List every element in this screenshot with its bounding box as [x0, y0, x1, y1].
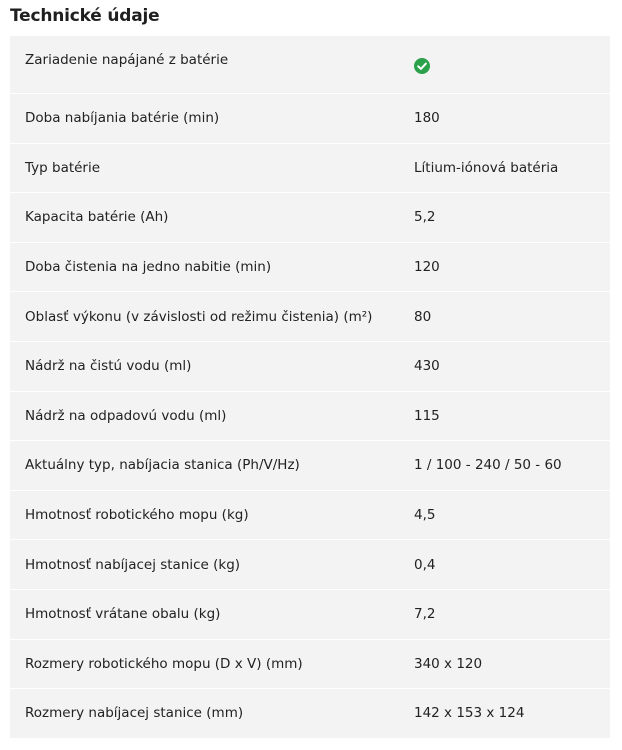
spec-row [10, 689, 610, 739]
spec-label: Hmotnosť vrátane obalu (kg) [25, 606, 221, 623]
spec-value: 0,4 [414, 556, 436, 573]
spec-label: Kapacita batérie (Ah) [25, 209, 169, 226]
spec-label: Rozmery robotického mopu (D x V) (mm) [25, 655, 303, 672]
spec-row [10, 441, 610, 491]
spec-row [10, 491, 610, 541]
spec-value: 120 [414, 259, 440, 276]
spec-label: Rozmery nabíjacej stanice (mm) [25, 705, 244, 722]
spec-value: 80 [414, 308, 432, 325]
spec-row [10, 193, 610, 243]
spec-label: Doba čistenia na jedno nabitie (min) [25, 259, 272, 276]
spec-value: 142 x 153 x 124 [414, 705, 525, 722]
spec-value: 180 [414, 110, 440, 127]
spec-value: 1 / 100 - 240 / 50 - 60 [414, 457, 562, 474]
spec-label: Doba nabíjania batérie (min) [25, 110, 220, 127]
spec-label: Nádrž na čistú vodu (ml) [25, 358, 192, 375]
spec-label: Nádrž na odpadovú vodu (ml) [25, 407, 227, 424]
spec-value: 4,5 [414, 507, 436, 524]
spec-row [10, 640, 610, 690]
spec-value [414, 36, 610, 74]
spec-row [10, 243, 610, 293]
check-circle-icon [414, 58, 430, 74]
spec-label: Typ batérie [25, 159, 101, 176]
spec-row [10, 392, 610, 442]
spec-label: Hmotnosť robotického mopu (kg) [25, 507, 249, 524]
spec-row [10, 94, 610, 144]
spec-row [10, 540, 610, 590]
spec-value: 115 [414, 407, 440, 424]
spec-label: Aktuálny typ, nabíjacia stanica (Ph/V/Hz) [25, 457, 300, 474]
spec-label: Oblasť výkonu (v závislosti od režimu čistenia) (m²) [25, 308, 373, 325]
spec-value: 430 [414, 358, 440, 375]
spec-row [10, 36, 610, 94]
spec-row [10, 144, 610, 194]
spec-value: 340 x 120 [414, 655, 483, 672]
spec-label: Hmotnosť nabíjacej stanice (kg) [25, 556, 241, 573]
spec-value: 5,2 [414, 209, 436, 226]
section-title: Technické údaje [10, 6, 160, 26]
spec-value: 7,2 [414, 606, 436, 623]
spec-label: Zariadenie napájané z batérie [25, 52, 229, 68]
spec-row [10, 590, 610, 640]
specs-table [10, 36, 610, 739]
spec-row [10, 342, 610, 392]
spec-value: Lítium-iónová batéria [414, 159, 559, 176]
spec-row [10, 292, 610, 342]
